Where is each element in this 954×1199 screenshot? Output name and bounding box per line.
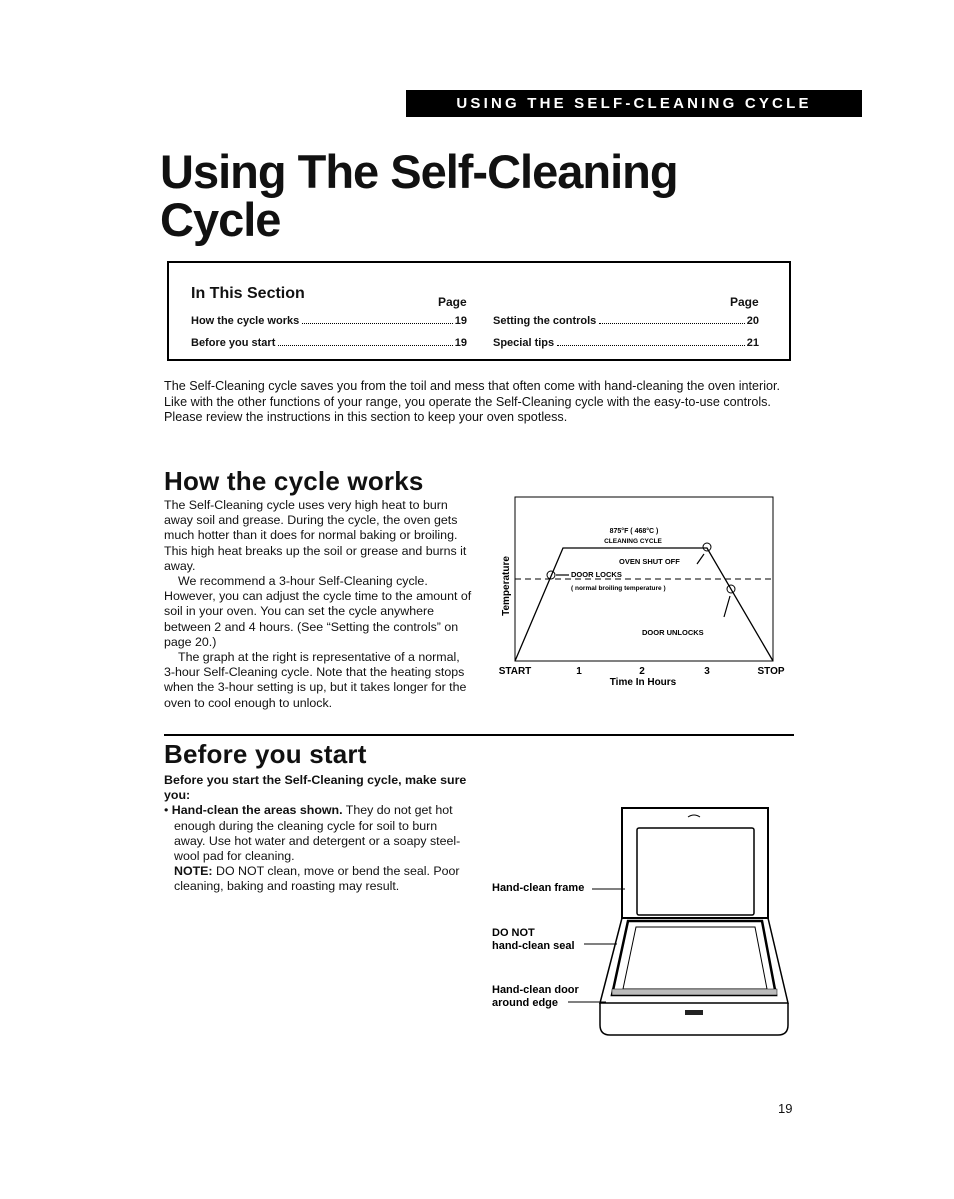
note-text: DO NOT clean, move or bend the seal. Poor cleaning, baking and roasting may result. [174,864,460,894]
frame-label: Hand-clean frame [492,882,585,894]
x-tick-2: 2 [639,666,645,677]
before-bullet-strong: Hand-clean the areas shown. [171,803,343,818]
toc-entry-label: Before you start [191,337,276,349]
before-lead: Before you start the Self-Cleaning cycle, make sure you: [164,773,467,803]
how-paragraph-1: The Self-Cleaning cycle uses very high heat to burn away soil and grease. During the cycle, the oven gets much hotter than it does for normal baking or broiling. This high heat breaks up the soil or grease and burns it away. [164,498,467,573]
intro-paragraph: The Self-Cleaning cycle saves you from the toil and mess that often come with hand-cleaning the oven interior. Like with the other functions of your range, you operate the Self-Cleaning cycle with the easy-to-use controls. Please review the instructions in this section to keep your oven spotless. [164,379,781,424]
before-heading: Before you start [164,739,367,769]
door-front-panel [600,1003,788,1035]
page-title-line1: Using The Self-Cleaning [160,145,678,198]
toc-entry-page: 19 [454,315,467,327]
oven-shut-off-label: OVEN SHUT OFF [619,557,680,566]
x-axis-label: Time In Hours [609,677,677,688]
toc-leader [278,337,452,346]
y-axis-label: Temperature [501,556,512,616]
toc-entry-special[interactable] [493,337,759,349]
before-note [164,864,472,894]
section-contents-box [167,261,791,361]
before-bullet-rest: They do not get hot enough during the cleaning cycle for soil to burn away. Use hot water and detergent or a soapy steel-wool pad for cleaning. [174,803,461,864]
shut-off-marker [703,543,711,551]
oven-svg [488,803,798,1045]
toc-entry-label: Setting the controls [493,315,597,327]
page-title-line2: Cycle [160,193,281,246]
toc-entry-before[interactable] [191,337,467,349]
door-seal-texture [612,989,777,995]
toc-entry-label: How the cycle works [191,315,300,327]
toc-leader [302,315,453,324]
cleaning-cycle-label: CLEANING CYCLE [604,538,662,545]
toc-entry-page: 19 [454,337,467,349]
oven-frame [622,808,768,918]
seal-label-line2: hand-clean seal [492,940,575,952]
toc-entry-label: Special tips [493,337,555,349]
how-heading: How the cycle works [164,466,424,496]
toc-leader [557,337,745,346]
seal-label-line1: DO NOT [492,927,535,939]
toc-leader [599,315,744,324]
x-tick-stop: STOP [757,666,785,677]
toc-heading: In This Section [191,285,305,302]
door-window [623,927,767,989]
toc-entry-setting[interactable] [493,315,759,327]
how-body [164,498,472,711]
chart-svg [485,492,795,702]
door-locks-label: DOOR LOCKS [571,570,622,579]
before-body [164,773,472,895]
section-banner: USING THE SELF-CLEANING CYCLE [406,90,862,117]
toc-entry-page: 20 [746,315,759,327]
oven-illustration [488,803,798,1045]
section-divider [164,734,794,736]
x-tick-3: 3 [704,666,710,677]
door-handle [685,1010,703,1015]
x-tick-start: START [498,666,532,677]
normal-temp-label: ( normal broiling temperature ) [571,585,666,592]
peak-temp-label: 875°F ( 468°C ) [609,528,659,535]
how-paragraph-2: We recommend a 3-hour Self-Cleaning cycle. However, you can adjust the cycle time to the amount of soil in your oven. You can set the cycle anywhere between 2 and 4 hours. (See “Setting the controls” on page 20.) [164,574,472,649]
page-number: 19 [778,1101,793,1116]
page-title [160,145,678,246]
toc-page-label-right: Page [730,295,759,309]
before-bullet [164,803,472,864]
toc-entry-page: 21 [746,337,759,349]
door-label-line2: around edge [492,997,559,1009]
door-unlock-arrow [724,596,730,617]
shut-off-arrow [697,554,704,564]
x-tick-1: 1 [576,666,582,677]
toc-entry-how[interactable] [191,315,467,327]
light-icon [688,815,700,817]
oven-cavity [637,828,754,915]
note-label: NOTE: [174,864,213,879]
toc-page-label-left: Page [438,295,467,309]
door-unlocks-label: DOOR UNLOCKS [642,628,704,637]
how-paragraph-3: The graph at the right is representative of a normal, 3-hour Self-Cleaning cycle. Note that the heating stops when the 3-hour setting is up, but it takes longer for the oven to cool enough to unlock. [164,650,467,710]
door-label-line1: Hand-clean door [492,984,579,996]
cleaning-cycle-chart [485,492,795,702]
bullet-glyph: • [164,803,172,818]
